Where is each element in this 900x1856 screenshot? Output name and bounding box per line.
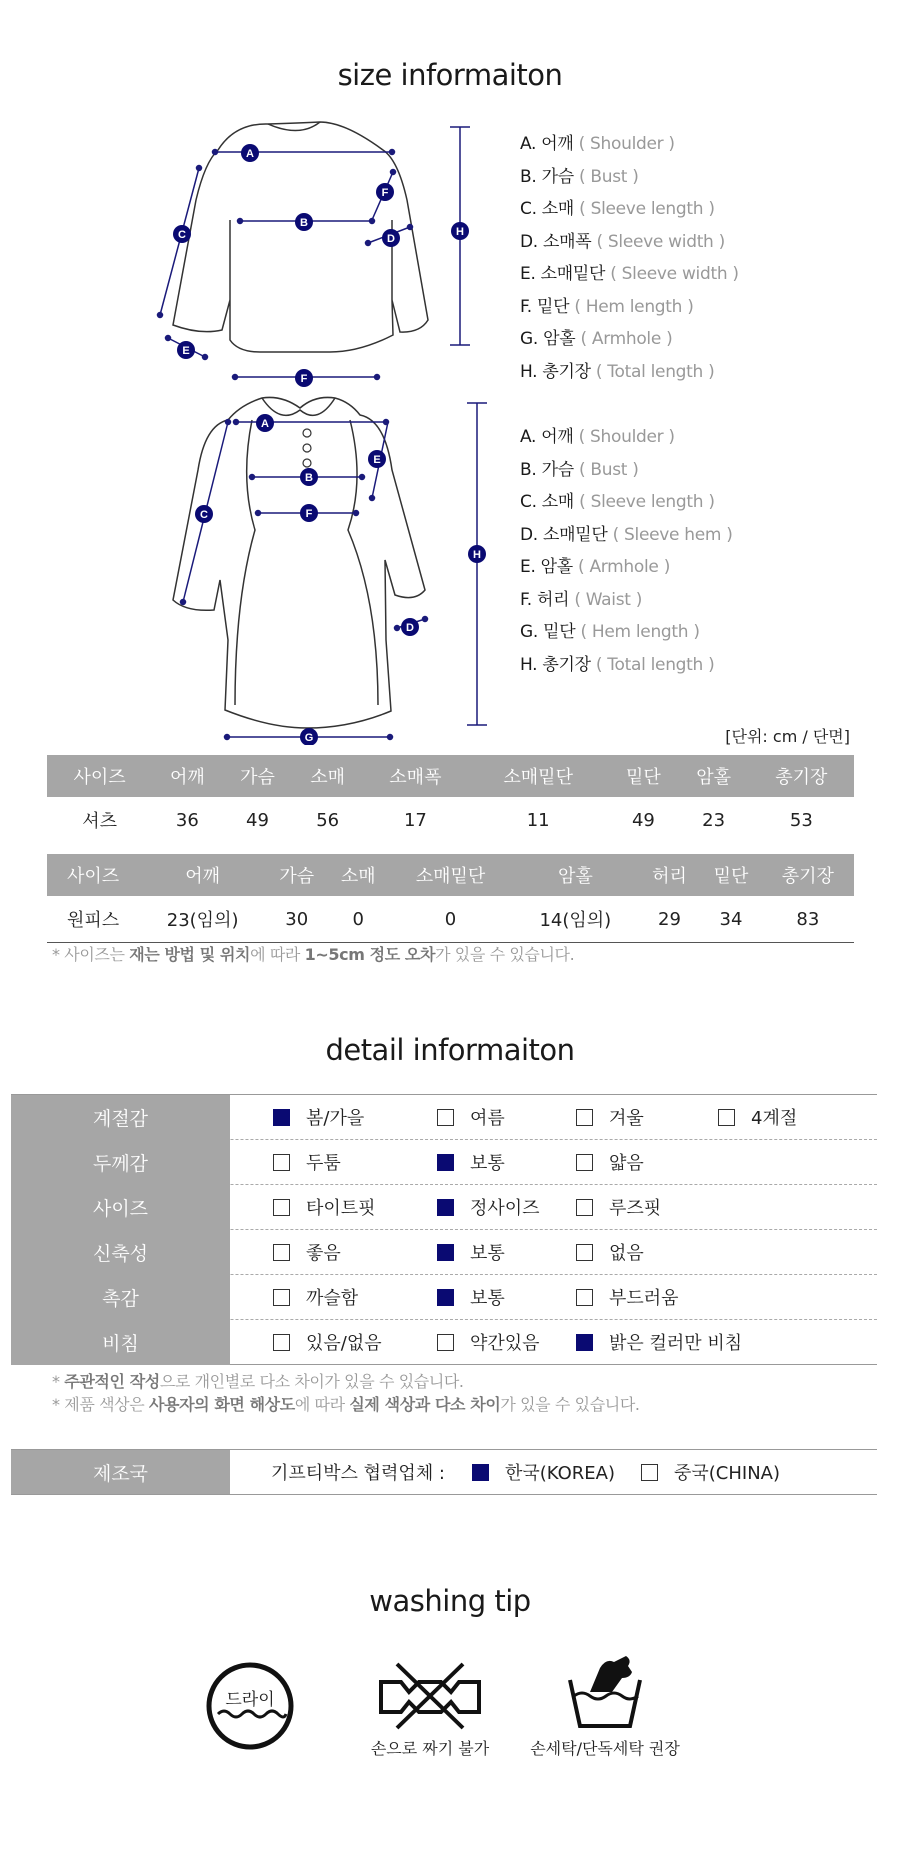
option-label: 까슬함 <box>306 1288 359 1309</box>
table-cell: 17 <box>403 809 427 831</box>
option-normal[interactable] <box>437 1230 505 1274</box>
checkbox-checked[interactable] <box>437 1244 454 1261</box>
shirt-legend-item: H. 총기장 ( Total length ) <box>520 361 715 382</box>
option-light-colors-only[interactable] <box>576 1320 742 1364</box>
svg-text:A: A <box>246 148 254 160</box>
option-label: 없음 <box>609 1243 644 1264</box>
checkbox[interactable] <box>437 1109 454 1126</box>
checkbox-checked[interactable] <box>437 1154 454 1171</box>
shirt-legend-item: D. 소매폭 ( Sleeve width ) <box>520 231 725 252</box>
partner-label: 기프티박스 협력업체 : <box>271 1463 445 1484</box>
svg-text:B: B <box>300 217 308 229</box>
detail-row-texture <box>11 1274 877 1319</box>
option-label: 봄/가을 <box>306 1108 365 1129</box>
table-cell: 53 <box>789 809 813 831</box>
detail-label: 계절감 <box>11 1095 230 1139</box>
svg-text:B: B <box>305 472 313 484</box>
table-cell: 34 <box>719 908 743 930</box>
checkbox-checked[interactable] <box>437 1199 454 1216</box>
option-all-season[interactable] <box>718 1095 797 1139</box>
detail-label: 촉감 <box>11 1274 230 1320</box>
svg-text:A: A <box>261 418 269 430</box>
option-label: 약간있음 <box>470 1333 540 1354</box>
checkbox[interactable] <box>273 1289 290 1306</box>
table-header-cell: 암홀 <box>512 854 639 896</box>
shirt-legend-item: C. 소매 ( Sleeve length ) <box>520 199 715 219</box>
option-thick[interactable] <box>273 1140 341 1184</box>
detail-note-1: * 주관적인 작성으로 개인별로 다소 차이가 있을 수 있습니다. <box>52 1372 464 1391</box>
checkbox[interactable] <box>576 1289 593 1306</box>
table-cell: 56 <box>316 809 340 831</box>
dress-size-table <box>47 854 854 943</box>
shirt-size-table <box>47 755 854 843</box>
checkbox[interactable] <box>576 1154 593 1171</box>
checkbox-checked[interactable] <box>576 1334 593 1351</box>
table-cell: 23(임의) <box>166 910 239 931</box>
option-tight-fit[interactable] <box>273 1185 376 1229</box>
checkbox[interactable] <box>718 1109 735 1126</box>
table-cell: 49 <box>631 809 655 831</box>
detail-row-stretch <box>11 1229 877 1274</box>
table-header-cell: 소매밑단 <box>389 854 512 896</box>
option-label: 얇음 <box>609 1153 644 1174</box>
option-label: 겨울 <box>609 1108 644 1129</box>
option-label: 타이트핏 <box>306 1198 376 1219</box>
checkbox[interactable] <box>273 1199 290 1216</box>
option-label: 여름 <box>470 1108 505 1129</box>
table-cell: 30 <box>285 908 309 930</box>
table-cell: 29 <box>658 908 681 930</box>
washing-section-title: washing tip <box>369 1584 531 1618</box>
option-yes-no[interactable] <box>273 1320 382 1364</box>
hand-wash-icon <box>560 1652 650 1732</box>
svg-text:H: H <box>473 549 481 561</box>
dry-clean-icon <box>204 1660 296 1752</box>
unit-label: [단위: cm / 단면] <box>725 727 850 746</box>
dress-legend <box>520 421 733 681</box>
table-cell: 11 <box>526 809 550 831</box>
shirt-legend-item: E. 소매밑단 ( Sleeve width ) <box>520 264 739 284</box>
washing-label: 손세탁/단독세탁 권장 <box>530 1739 680 1758</box>
checkbox[interactable] <box>273 1244 290 1261</box>
svg-text:H: H <box>456 226 464 238</box>
table-cell: 83 <box>796 908 820 930</box>
option-label: 밝은 컬러만 비침 <box>609 1333 743 1354</box>
table-header-cell: 소매폭 <box>363 755 468 797</box>
dress-legend-item: G. 밑단 ( Hem length ) <box>520 622 700 642</box>
checkbox[interactable] <box>576 1244 593 1261</box>
table-header-cell: 소매밑단 <box>468 755 608 797</box>
table-header-cell: 총기장 <box>749 755 854 797</box>
option-label: 보통 <box>470 1288 505 1309</box>
option-winter[interactable] <box>576 1095 644 1139</box>
option-label: 부드러움 <box>609 1288 679 1309</box>
svg-text:F: F <box>381 187 389 199</box>
svg-text:E: E <box>182 345 190 357</box>
table-cell: 23 <box>702 809 726 831</box>
option-label: 보통 <box>470 1153 505 1174</box>
option-label: 보통 <box>470 1243 505 1264</box>
table-cell: 49 <box>246 809 269 831</box>
table-header-cell: 사이즈 <box>47 755 152 797</box>
table-cell: 0 <box>352 908 364 930</box>
option-rough[interactable] <box>273 1275 358 1319</box>
table-header-cell: 총기장 <box>762 854 854 896</box>
option-label: 4계절 <box>751 1108 798 1129</box>
washing-label: 손으로 짜기 불가 <box>370 1739 490 1758</box>
option-slightly[interactable] <box>437 1320 540 1364</box>
table-header-cell: 사이즈 <box>47 854 139 896</box>
table-header-cell: 밑단 <box>608 755 678 797</box>
dress-legend-item: B. 가슴 ( Bust ) <box>520 459 639 480</box>
svg-text:D: D <box>406 622 414 634</box>
checkbox[interactable] <box>576 1199 593 1216</box>
dress-legend-item: A. 어깨 ( Shoulder ) <box>520 427 675 447</box>
detail-label: 비침 <box>11 1319 230 1365</box>
option-label: 좋음 <box>306 1243 341 1264</box>
detail-section-title: detail informaiton <box>325 1033 575 1067</box>
option-label: 한국(KOREA) <box>505 1463 616 1484</box>
maker-row <box>11 1449 877 1495</box>
table-header-cell: 밑단 <box>700 854 761 896</box>
svg-text:F: F <box>300 373 308 385</box>
option-label: 정사이즈 <box>470 1198 540 1219</box>
table-header-cell: 가슴 <box>266 854 327 896</box>
option-china[interactable] <box>641 1450 780 1494</box>
size-note: * 사이즈는 재는 방법 및 위치에 따라 1~5cm 정도 오차가 있을 수 있습니다. <box>52 945 575 964</box>
table-header-cell: 소매 <box>293 755 363 797</box>
shirt-legend-item: G. 암홀 ( Armhole ) <box>520 329 673 349</box>
table-header-row <box>47 854 854 896</box>
shirt-diagram <box>150 110 480 390</box>
detail-note-2: * 제품 색상은 사용자의 화면 해상도에 따라 실제 색상과 다소 차이가 있을 수 있습니다. <box>52 1395 640 1414</box>
svg-text:C: C <box>178 229 186 241</box>
option-thin[interactable] <box>576 1140 644 1184</box>
option-label: 중국(CHINA) <box>674 1463 781 1484</box>
option-true-size[interactable] <box>437 1185 540 1229</box>
table-cell: 0 <box>444 908 457 930</box>
size-section-title: size informaiton <box>337 58 563 92</box>
shirt-legend <box>520 128 739 388</box>
checkbox-checked[interactable] <box>472 1464 489 1481</box>
checkbox-checked[interactable] <box>437 1289 454 1306</box>
svg-text:D: D <box>387 233 395 245</box>
dress-legend-item: F. 허리 ( Waist ) <box>520 589 643 610</box>
svg-text:F: F <box>305 508 313 520</box>
table-header-cell: 소매 <box>328 854 389 896</box>
detail-label: 두께감 <box>11 1139 230 1185</box>
svg-text:C: C <box>200 509 208 521</box>
option-normal[interactable] <box>437 1275 505 1319</box>
checkbox[interactable] <box>576 1109 593 1126</box>
table-header-cell: 어깨 <box>152 755 222 797</box>
checkbox[interactable] <box>273 1334 290 1351</box>
detail-table <box>11 1094 877 1365</box>
checkbox-checked[interactable] <box>273 1109 290 1126</box>
detail-row-thickness <box>11 1139 877 1184</box>
shirt-legend-item: F. 밑단 ( Hem length ) <box>520 296 694 317</box>
table-cell: 36 <box>175 809 199 831</box>
table-header-row <box>47 755 854 797</box>
option-spring-fall[interactable] <box>273 1095 364 1139</box>
detail-row-size <box>11 1184 877 1229</box>
dress-legend-item: E. 암홀 ( Armhole ) <box>520 557 671 577</box>
table-header-cell: 가슴 <box>222 755 292 797</box>
table-header-cell: 허리 <box>639 854 700 896</box>
table-header-cell: 암홀 <box>679 755 749 797</box>
option-label: 있음/없음 <box>306 1333 382 1354</box>
option-soft[interactable] <box>576 1275 679 1319</box>
dry-clean-text: 드라이 <box>225 1690 275 1710</box>
table-cell: 14(임의) <box>539 910 612 931</box>
shirt-legend-item: A. 어깨 ( Shoulder ) <box>520 134 675 154</box>
washing-item-no-wring <box>360 1660 500 1759</box>
table-cell: 셔츠 <box>82 811 118 832</box>
option-loose-fit[interactable] <box>576 1185 661 1229</box>
checkbox[interactable] <box>273 1154 290 1171</box>
table-header-cell: 어깨 <box>139 854 266 896</box>
checkbox[interactable] <box>641 1464 658 1481</box>
detail-label: 신축성 <box>11 1229 230 1275</box>
dress-legend-item: D. 소매밑단 ( Sleeve hem ) <box>520 524 733 545</box>
maker-label: 제조국 <box>11 1450 230 1494</box>
table-row <box>47 896 854 943</box>
washing-item-dry-clean <box>200 1660 300 1752</box>
table-row <box>47 797 854 843</box>
option-summer[interactable] <box>437 1095 505 1139</box>
detail-row-season <box>11 1095 877 1139</box>
detail-label: 사이즈 <box>11 1184 230 1230</box>
option-korea[interactable] <box>472 1450 615 1494</box>
svg-text:E: E <box>373 454 381 466</box>
svg-text:G: G <box>304 732 314 744</box>
option-normal[interactable] <box>437 1140 505 1184</box>
detail-row-sheerness <box>11 1319 877 1364</box>
dress-diagram <box>150 390 490 745</box>
option-none[interactable] <box>576 1230 644 1274</box>
checkbox[interactable] <box>437 1334 454 1351</box>
option-label: 두툼 <box>306 1153 341 1174</box>
table-cell: 원피스 <box>67 910 120 931</box>
no-wring-icon <box>375 1660 485 1732</box>
dress-legend-item: H. 총기장 ( Total length ) <box>520 654 715 675</box>
washing-item-hand-wash <box>530 1652 680 1759</box>
shirt-legend-item: B. 가슴 ( Bust ) <box>520 166 639 187</box>
dress-legend-item: C. 소매 ( Sleeve length ) <box>520 492 715 512</box>
option-good[interactable] <box>273 1230 341 1274</box>
option-label: 루즈핏 <box>609 1198 662 1219</box>
